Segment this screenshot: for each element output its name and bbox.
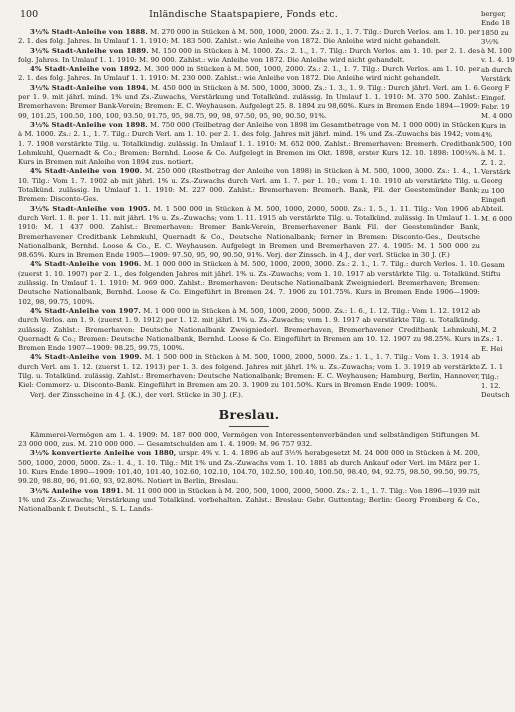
bremerhaven-loans: [18, 28, 480, 400]
loan-title: 3½% Stadt-Anleihe von 1905.: [30, 204, 151, 213]
margin-fragment-line: [481, 651, 511, 660]
margin-fragment-line: Kurs in: [481, 121, 507, 130]
loan-details: M. 250 000 (Restbetrag der Anleihe von 1898) in Stücken à M. 500, 1000, 3000. Zs.: 1. 4., 1. 10. Tilg.: Vom 1. 7. 1902 ab mit jährl. 1% u. Zs.-Zuwachs durch Verl. am 1. 7. per 1. 10.; vom 1. 10. 1910 ab verstärkte Tilg. u. Totalkünd. zulässig. In Umlauf 1. 1. 1910: M. 227 000. Zahlst.: Bremerhaven: Bremerh. Bank, Fil. der Geestemünder Bank; Bremen: Disconto-Ges.: [18, 167, 481, 204]
margin-fragment-line: [481, 670, 511, 679]
margin-fragment-line: [481, 596, 511, 605]
margin-fragment-line: [481, 400, 511, 409]
loan-details: M. 150 000 in Stücken à M. 1000. Zs.: 2. 1., 1. 7. Tilg.: Durch Verlos. am 1. 10. per 2. 1. des folg. Jahres. In Umlauf 1. 1. 1910: M. 90 000. Zahlst.: wie Anleihe von 1872. Die Anleihe wird nicht gehandelt.: [18, 46, 480, 64]
margin-fragment-line: [481, 410, 511, 419]
loan-entry: [18, 121, 480, 167]
loan-entry: [18, 487, 480, 515]
loan-details: Verj. der Zinsscheine in 4 J. (K.), der verl. Stücke in 30 J. (F.).: [30, 390, 244, 399]
margin-fragment-line: [481, 642, 511, 651]
loan-title: 3½% Anleihe von 1891.: [30, 486, 124, 495]
margin-fragment-line: M. 4 000: [481, 112, 513, 121]
margin-fragment-line: [481, 280, 511, 289]
loan-details: M. 1 000 000 in Stücken à M. 500, 1000, 2000, 3000. Zs.: 2. 1., 1. 7. Tilg.: durch Verlos. 1. 10. (zuerst 1. 10. 1907) per 2. 1., des folgenden Jahres mit jährl. 1% u. Zs.-Zuwachs; vom 1. 10. 1917 ab verstärkte Tilg. u. Totalkünd. zulässig. In Umlauf 1. 1. 1910: M. 969 000. Zahlst.: Bremerhaven: Deutsche Nationalbank Zweigniederl. Bremerhaven; Bremen: Deutsche Nationalbank, Bernhd. Loose & Co. Eingeführt in Bremen 24. 7. 1906 zu 101.75%. Kurs in Bremen Ende 1906—1909: 102, 98, 99.75, 100%.: [18, 260, 480, 306]
loan-title: 3½% Stadt-Anleihe von 1889.: [30, 46, 149, 55]
margin-fragment-line: Georg F: [481, 84, 510, 93]
margin-fragment-line: [481, 661, 511, 670]
margin-fragment-line: [481, 689, 511, 698]
margin-fragment-line: [481, 317, 511, 326]
margin-fragment-line: [481, 289, 511, 298]
margin-fragment-line: 1. 12.: [481, 381, 501, 390]
margin-fragment-line: [481, 577, 511, 586]
margin-fragment-line: Febr. 19: [481, 102, 510, 111]
margin-fragment-line: [481, 298, 511, 307]
margin-fragment-line: Georg: [481, 177, 503, 186]
margin-fragment-line: [481, 679, 511, 688]
margin-fragment-line: Deutsch: [481, 391, 510, 400]
margin-fragment-line: [481, 531, 511, 540]
margin-fragment-line: [481, 624, 511, 633]
margin-fragment-line: [481, 521, 511, 530]
loan-entry: [18, 167, 480, 204]
margin-fragment-line: 500, 100: [481, 140, 512, 149]
margin-fragment-line: Z. 1. 2.: [481, 158, 506, 167]
margin-fragment-line: [481, 605, 511, 614]
loan-title: 4% Stadt-Anleihe von 1892.: [30, 65, 142, 74]
margin-fragment-line: [481, 512, 511, 521]
margin-fragment-line: [481, 568, 511, 577]
margin-fragment-line: berger,: [481, 10, 506, 18]
loan-entry: [18, 260, 480, 306]
margin-fragment-line: [481, 447, 511, 456]
margin-fragment-line: 1850 zu: [481, 28, 509, 37]
margin-fragment-line: Tilg.:: [481, 372, 499, 381]
margin-fragment-line: 4%: [481, 130, 492, 139]
margin-fragment-line: Zs.: 1.: [481, 335, 503, 344]
loan-title: 3½% Stadt-Anleihe von 1888.: [30, 28, 148, 36]
margin-fragment-line: [481, 586, 511, 595]
margin-fragment-line: Z. 1. 1: [481, 363, 504, 372]
margin-fragment-line: Stiftu: [481, 270, 501, 279]
margin-fragment-line: zu 100: [481, 186, 505, 195]
loan-details: M. 1 500 000 in Stücken à M. 500, 1000, 2000, 5000. Zs.: 1. 5., 1. 11. Tilg.: Von 1906 ab durch Verl. 1. 8. per 1. 11. mit jährl. 1% u. Zs.-Zuwachs; vom 1. 11. 1915 ab verstärkte Tilg. u. Totalkünd. zulässig. In Umlauf 1. 1. 1910: M. 1 437 000. Zahlst.: Bremerhaven: Bremer Bank-Verein, Bremerhavener Bank Fil. der Geestemünder Bank, Bremerhavener Creditbank Lehmkuhl, Quernadt & Co., Deutsche Nationalbank; ferner in Bremen: Disconto-Ges., Deutsche Nationalbank, Bernhd. Loose & Co., E. C. Weyhausen. Aufgelegt in Bremen und Bremerhaven 27. 4. 1905: M. 1 500 000 zu 98.65%. Kurs in Bremen Ende 1905—1909: 97.50, 95, 90, 90.50, 91%. Verj. der Zinssch. in 4 J., der verl. Stücke in 30 J. (F.): [18, 204, 480, 260]
margin-fragment-line: [481, 475, 511, 484]
loan-details: M. 11 000 000 in Stücken à M. 200, 500, 1000, 2000, 5000. Zs.: 2. 1., 1. 7. Tilg.: Von 1896—1939 mit 1% und Zs.-Zuwachs; Verstärkung und Totalkünd. vorbehalten. Zahlst.: Breslau: Gebr. Guttentag; Berlin: Georg Fromberg & Co., Nationalbank f. Deutschl., S. L. Lands-: [18, 486, 481, 514]
margin-fragment-line: [481, 456, 511, 465]
margin-fragment-line: [481, 233, 511, 242]
margin-fragment-line: Gesam: [481, 261, 505, 270]
margin-fragment-line: [481, 419, 511, 428]
loan-title: 3½% konvertierte Anleihe von 1880,: [30, 449, 177, 458]
loan-details: M. 450 000 in Stücken à M. 500, 1000, 3000. Zs.: 1. 3., 1. 9. Tilg.: Durch jährl. Verl. am 1. 6. per 1. 9. mit jährl. mind. 1% und Zs.-Zuwachs, Verstärkung und Totalkünd. zulässig. In Umlauf 1. 1. 1910: M. 370 500. Zahlst.: Bremerhaven: Bremer Bank-Verein; Bremen: E. C. Weyhausen. Aufgelegt 25. 8. 1894 zu 98,60%. Kurs in Bremen Ende 1894—1909: 99, 101.25, 100.50, 100, 100, 93.50, 91.75, 95, 98.75, 99, 98, 97.50, 95, 90, 90.50, 91%.: [18, 83, 480, 120]
loan-entry: [18, 65, 480, 84]
margin-fragment-line: [481, 484, 511, 493]
margin-fragment-line: 3½%: [481, 37, 499, 46]
margin-fragment-line: M. 2: [481, 326, 497, 335]
loan-entry: [18, 449, 480, 486]
loan-entry: [18, 205, 480, 261]
loan-details: M. 750 000 (Teilbetrag der Anleihe von 1898 im Gesamtbetrage von M. 1 000 000) in Stücken à M. 1000. Zs.: 2. 1., 1. 7. Tilg.: Durch Verl. am 1. 10. per 2. 1. des folg. Jahres mit jährl. mind. 1% und Zs.-Zuwachs bis 1942; vom 1. 7. 1908 verstärkte Tilg. u. Totalkündig. zulässig. In Umlauf 1. 1. 1910: M. 652 000. Zahlst.: Bremerhaven: Bremerh. Creditbank Lehmkuhl, Quernadt & Co.; Bremen: Bernhd. Loose & Co. Aufgelegt in Bremen im Okt. 1898, erster Kurs 12. 10. 1898: 100¼%. Kurs in Bremen mit Anleihe von 1894 zus. notiert.: [18, 120, 480, 167]
loan-entry: [18, 391, 480, 400]
page-header: [16, 8, 471, 22]
margin-fragment-line: Abteil.: [481, 205, 504, 214]
section-intro: Kämmerei-Vermögen am 1. 4. 1909: M. 187 000 000, Vermögen von Interessentenverbänden und selbständigen Stiftungen M. 23 000 000, zus. M. 210 000 000. — Gesamtschulden am 1. 4. 1909: M. 96 757 932.: [18, 430, 480, 449]
margin-fragment-line: [481, 354, 511, 363]
loan-details: M. 300 000 in Stücken à M. 500, 1000, 2000. Zs.: 2. 1., 1. 7. Tilg.: Durch Verlos. am 1. 10. per 2. 1. des folg. Jahres. In Umlauf 1. 1. 1910: M. 230 000. Zahlst.: wie Anleihe von 1872. Die Anleihe wird nicht gehandelt.: [18, 65, 480, 83]
margin-fragment-line: [481, 438, 511, 447]
margin-fragment-line: à M. 1.: [481, 149, 506, 158]
margin-fragment-line: [481, 466, 511, 475]
margin-fragment-line: v. 1. 4. 19: [481, 56, 515, 65]
main-text-column: [18, 28, 480, 515]
margin-fragment-line: M. 6 000: [481, 214, 513, 223]
margin-fragment-line: [481, 308, 511, 317]
margin-fragment-line: [481, 540, 511, 549]
loan-details: M. 1 000 000 in Stücken à M. 500, 1000, 2000, 5000. Zs.: 1. 6., 1. 12. Tilg.: Vom 1. 12. 1912 ab durch Verlos. am 1. 9. (zuerst 1. 9. 1912) per 1. 12. mit jährl. 1% u. Zs.-Zuwachs; vom 1. 9. 1917 ab verstärkte Tilg. u. Totalkündg. zulässig. Zahlst.: Bremerhaven: Deutsche Nationalbank Zweigniederl. Bremerhaven, Bremerhavener Creditbank Lehmkuhl, Quernadt & Co.; Bremen: Deutsche Nationalbank, Bernhd. Loose & Co. Eingeführt in Bremen am 10. 12. 1907 zu 98.25%. Kurs in Bremen Ende 1907—1909: 98.25, 99.75, 100%.: [18, 306, 480, 353]
margin-fragment-line: [481, 614, 511, 623]
margin-fragment-line: ab durch: [481, 65, 513, 74]
margin-fragment-line: [481, 242, 511, 251]
running-head: Inländische Staatspapiere, Fonds etc.: [149, 9, 338, 20]
section-title: Breslau.: [218, 406, 280, 422]
margin-fragment-line: Verstärk: [481, 168, 511, 177]
margin-fragment-line: [481, 428, 511, 437]
margin-fragment-line: Eingef.: [481, 93, 506, 102]
margin-fragment-line: Verstärk: [481, 75, 511, 84]
loan-title: 4% Stadt-Anleihe von 1909.: [30, 353, 142, 362]
margin-fragment-line: [481, 224, 511, 233]
loan-details: M. 270 000 in Stücken à M. 500, 1000, 2000. Zs.: 2. 1., 1. 7. Tilg.: Durch Verlos. am 1. 10. per 2. 1. des folg. Jahres. In Umlauf 1. 1. 1910: M. 183 500. Zahlst.: wie Anleihe von 1872. Die Anleihe wird nicht gehandelt.: [18, 28, 480, 46]
margin-fragment-line: Ende 18: [481, 19, 510, 28]
margin-fragment-line: [481, 503, 511, 512]
margin-fragment-line: [481, 559, 511, 568]
margin-fragment-line: [481, 252, 511, 261]
loan-entry: [18, 353, 480, 390]
loan-title: 4% Stadt-Anleihe von 1906.: [30, 260, 142, 269]
section-divider: [229, 426, 269, 427]
loan-entry: [18, 47, 480, 66]
loan-title: 3½% Stadt-Anleihe von 1894.: [30, 83, 149, 92]
loan-title: 3½% Stadt-Anleihe von 1898.: [30, 120, 148, 129]
margin-fragment-line: Eingefi: [481, 195, 506, 204]
loan-title: 4% Stadt-Anleihe von 1900.: [30, 167, 143, 176]
page-number: 100: [20, 9, 39, 20]
breslau-loans: [18, 449, 480, 514]
loan-title: 4% Stadt-Anleihe von 1907.: [30, 306, 141, 315]
loan-entry: [18, 307, 480, 353]
margin-fragment-line: [481, 493, 511, 502]
loan-details: urspr. 4% v. 1. 4. 1896 ab auf 3½% herabgesetzt M. 24 000 000 in Stücken à M. 200, 500, 1000, 2000, 5000. Zs.: 1. 4., 1. 10. Tilg.: Mit 1% und Zs.-Zuwachs vom 1. 10. 1881 ab durch Ankauf oder Verl. im März per 1. 10. Kurs Ende 1890—1909: 101.40, 101.40, 102.60, 102.10, 104.70, 102.50, 100.40, 100.50, 98.40, 94, 92.75, 98.50, 99.50, 99.75, 99.20, 98.80, 96, 91.60, 93, 92.80%. Notiert in Berlin, Breslau.: [18, 449, 480, 486]
adjacent-page-fragment: [481, 10, 515, 710]
loan-entry: [18, 28, 480, 47]
margin-fragment-line: [481, 633, 511, 642]
loan-entry: [18, 84, 480, 121]
margin-fragment-line: E. Hei: [481, 344, 503, 353]
loan-details: M. 1 500 000 in Stücken à M. 500, 1000, 2000, 5000. Zs.: 1. 1., 1. 7. Tilg.: Vom 1. 3. 1914 ab durch Verl. am 1. 12. (zuerst 1. 12. 1913) per 1. 3. des folgend. Jahres mit jährl. 1% u. Zs.-Zuwachs; vom 1. 3. 1919 ab verstärkte Tilg. u. Totalkünd. zulässig. Zahlst.: Bremerhaven: Deutsche Nationalbank; Bremen: E. C. Weyhausen; Hamburg, Berlin, Hannover, Kiel: Commerz- u. Disconto-Bank. Eingeführt in Bremen am 20. 3. 1909 zu 101.50%. Kurs in Bremen Ende 1909: 100%.: [18, 353, 480, 390]
margin-fragment-line: à M. 100: [481, 47, 512, 56]
margin-fragment-line: [481, 549, 511, 558]
